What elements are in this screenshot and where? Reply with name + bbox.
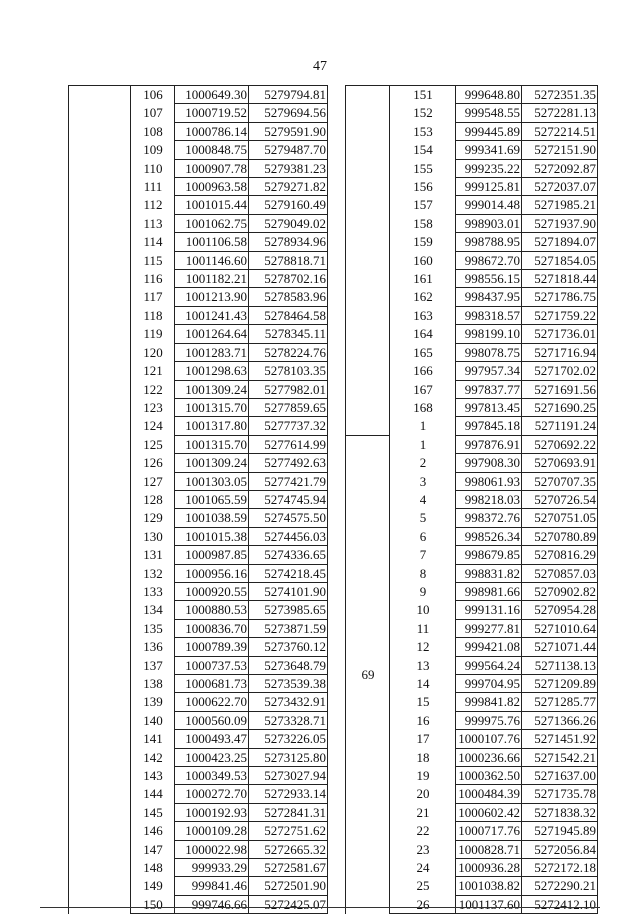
- y-coordinate: 5271945.89: [522, 822, 598, 840]
- x-coordinate: 1000622.70: [175, 693, 249, 711]
- x-coordinate: 1001264.64: [175, 325, 249, 343]
- y-coordinate: 5274101.90: [249, 582, 328, 600]
- y-coordinate: 5279381.23: [249, 159, 328, 177]
- x-coordinate: 998078.75: [456, 343, 522, 361]
- y-coordinate: 5270707.35: [522, 472, 598, 490]
- y-coordinate: 5273125.80: [249, 748, 328, 766]
- y-coordinate: 5273226.05: [249, 730, 328, 748]
- x-coordinate: 1000362.50: [456, 767, 522, 785]
- point-number: 15: [390, 693, 456, 711]
- point-number: 138: [131, 675, 175, 693]
- y-coordinate: 5279271.82: [249, 178, 328, 196]
- x-coordinate: 999841.46: [175, 877, 249, 895]
- y-coordinate: 5271736.01: [522, 325, 598, 343]
- point-number: 14: [390, 675, 456, 693]
- y-coordinate: 5272290.21: [522, 877, 598, 895]
- y-coordinate: 5273985.65: [249, 601, 328, 619]
- point-number: 121: [131, 362, 175, 380]
- x-coordinate: 1001309.24: [175, 380, 249, 398]
- group-cell: [69, 86, 131, 914]
- y-coordinate: 5271838.32: [522, 803, 598, 821]
- y-coordinate: 5270857.03: [522, 564, 598, 582]
- x-coordinate: 1001315.70: [175, 398, 249, 416]
- point-number: 142: [131, 748, 175, 766]
- y-coordinate: 5277859.65: [249, 398, 328, 416]
- point-number: 130: [131, 527, 175, 545]
- y-coordinate: 5271702.02: [522, 362, 598, 380]
- y-coordinate: 5270693.91: [522, 454, 598, 472]
- y-coordinate: 5271985.21: [522, 196, 598, 214]
- point-number: 153: [390, 122, 456, 140]
- x-coordinate: 1000236.66: [456, 748, 522, 766]
- point-number: 166: [390, 362, 456, 380]
- point-number: 156: [390, 178, 456, 196]
- y-coordinate: 5272933.14: [249, 785, 328, 803]
- point-number: 7: [390, 546, 456, 564]
- x-coordinate: 1000560.09: [175, 711, 249, 729]
- point-number: 165: [390, 343, 456, 361]
- x-coordinate: 999933.29: [175, 859, 249, 877]
- x-coordinate: 1000107.76: [456, 730, 522, 748]
- x-coordinate: 1000681.73: [175, 675, 249, 693]
- point-number: 160: [390, 251, 456, 269]
- x-coordinate: 1001283.71: [175, 343, 249, 361]
- point-number: 140: [131, 711, 175, 729]
- x-coordinate: 998788.95: [456, 233, 522, 251]
- point-number: 25: [390, 877, 456, 895]
- y-coordinate: 5272281.13: [522, 104, 598, 122]
- y-coordinate: 5271542.21: [522, 748, 598, 766]
- point-number: 146: [131, 822, 175, 840]
- y-coordinate: 5271786.75: [522, 288, 598, 306]
- x-coordinate: 998199.10: [456, 325, 522, 343]
- x-coordinate: 1000987.85: [175, 546, 249, 564]
- point-number: 124: [131, 417, 175, 435]
- group-cell: 69: [346, 435, 390, 914]
- y-coordinate: 5270780.89: [522, 527, 598, 545]
- point-number: 115: [131, 251, 175, 269]
- x-coordinate: 1000963.58: [175, 178, 249, 196]
- x-coordinate: 1000717.76: [456, 822, 522, 840]
- point-number: 127: [131, 472, 175, 490]
- y-coordinate: 5270726.54: [522, 490, 598, 508]
- point-number: 3: [390, 472, 456, 490]
- y-coordinate: 5273871.59: [249, 619, 328, 637]
- x-coordinate: 997908.30: [456, 454, 522, 472]
- x-coordinate: 999014.48: [456, 196, 522, 214]
- x-coordinate: 999277.81: [456, 619, 522, 637]
- x-coordinate: 999125.81: [456, 178, 522, 196]
- x-coordinate: 1000602.42: [456, 803, 522, 821]
- point-number: 13: [390, 656, 456, 674]
- point-number: 107: [131, 104, 175, 122]
- y-coordinate: 5274336.65: [249, 546, 328, 564]
- y-coordinate: 5278702.16: [249, 270, 328, 288]
- y-coordinate: 5271366.26: [522, 711, 598, 729]
- coordinates-table-right: [345, 85, 598, 914]
- group-cell: [346, 86, 390, 436]
- x-coordinate: 1000493.47: [175, 730, 249, 748]
- x-coordinate: 997957.34: [456, 362, 522, 380]
- y-coordinate: 5278103.35: [249, 362, 328, 380]
- x-coordinate: 1000920.55: [175, 582, 249, 600]
- point-number: 20: [390, 785, 456, 803]
- x-coordinate: 997845.18: [456, 417, 522, 435]
- x-coordinate: 1001315.70: [175, 435, 249, 453]
- x-coordinate: 999746.66: [175, 895, 249, 913]
- point-number: 17: [390, 730, 456, 748]
- point-number: 119: [131, 325, 175, 343]
- y-coordinate: 5272425.07: [249, 895, 328, 913]
- point-number: 5: [390, 509, 456, 527]
- page-bottom-rule: [40, 907, 600, 908]
- y-coordinate: 5272351.35: [522, 86, 598, 104]
- x-coordinate: 1000907.78: [175, 159, 249, 177]
- point-number: 12: [390, 638, 456, 656]
- x-coordinate: 1000880.53: [175, 601, 249, 619]
- x-coordinate: 1001182.21: [175, 270, 249, 288]
- point-number: 11: [390, 619, 456, 637]
- x-coordinate: 1000109.28: [175, 822, 249, 840]
- x-coordinate: 1000848.75: [175, 141, 249, 159]
- point-number: 108: [131, 122, 175, 140]
- x-coordinate: 999975.76: [456, 711, 522, 729]
- y-coordinate: 5271937.90: [522, 214, 598, 232]
- point-number: 109: [131, 141, 175, 159]
- x-coordinate: 999841.82: [456, 693, 522, 711]
- point-number: 8: [390, 564, 456, 582]
- point-number: 2: [390, 454, 456, 472]
- y-coordinate: 5278818.71: [249, 251, 328, 269]
- x-coordinate: 998061.93: [456, 472, 522, 490]
- y-coordinate: 5271759.22: [522, 306, 598, 324]
- point-number: 152: [390, 104, 456, 122]
- y-coordinate: 5273432.91: [249, 693, 328, 711]
- point-number: 110: [131, 159, 175, 177]
- y-coordinate: 5272501.90: [249, 877, 328, 895]
- point-number: 148: [131, 859, 175, 877]
- y-coordinate: 5273328.71: [249, 711, 328, 729]
- x-coordinate: 997837.77: [456, 380, 522, 398]
- y-coordinate: 5279591.90: [249, 122, 328, 140]
- y-coordinate: 5272151.90: [522, 141, 598, 159]
- x-coordinate: 1000936.28: [456, 859, 522, 877]
- point-number: 123: [131, 398, 175, 416]
- point-number: 128: [131, 490, 175, 508]
- x-coordinate: 1000719.52: [175, 104, 249, 122]
- y-coordinate: 5270751.05: [522, 509, 598, 527]
- point-number: 163: [390, 306, 456, 324]
- point-number: 135: [131, 619, 175, 637]
- point-number: 132: [131, 564, 175, 582]
- y-coordinate: 5278583.96: [249, 288, 328, 306]
- point-number: 16: [390, 711, 456, 729]
- x-coordinate: 1000649.30: [175, 86, 249, 104]
- point-number: 126: [131, 454, 175, 472]
- x-coordinate: 1000956.16: [175, 564, 249, 582]
- point-number: 113: [131, 214, 175, 232]
- point-number: 114: [131, 233, 175, 251]
- y-coordinate: 5272037.07: [522, 178, 598, 196]
- point-number: 19: [390, 767, 456, 785]
- point-number: 139: [131, 693, 175, 711]
- point-number: 118: [131, 306, 175, 324]
- y-coordinate: 5273648.79: [249, 656, 328, 674]
- coordinates-table-left: [68, 85, 328, 914]
- y-coordinate: 5279160.49: [249, 196, 328, 214]
- x-coordinate: 1000828.71: [456, 840, 522, 858]
- x-coordinate: 998981.66: [456, 582, 522, 600]
- x-coordinate: 1001015.44: [175, 196, 249, 214]
- x-coordinate: 998556.15: [456, 270, 522, 288]
- point-number: 26: [390, 895, 456, 913]
- y-coordinate: 5272172.18: [522, 859, 598, 877]
- point-number: 106: [131, 86, 175, 104]
- point-number: 158: [390, 214, 456, 232]
- y-coordinate: 5272056.84: [522, 840, 598, 858]
- point-number: 10: [390, 601, 456, 619]
- x-coordinate: 998372.76: [456, 509, 522, 527]
- x-coordinate: 1001015.38: [175, 527, 249, 545]
- point-number: 136: [131, 638, 175, 656]
- y-coordinate: 5277737.32: [249, 417, 328, 435]
- x-coordinate: 1001241.43: [175, 306, 249, 324]
- x-coordinate: 1001146.60: [175, 251, 249, 269]
- y-coordinate: 5272214.51: [522, 122, 598, 140]
- y-coordinate: 5273760.12: [249, 638, 328, 656]
- point-number: 129: [131, 509, 175, 527]
- point-number: 134: [131, 601, 175, 619]
- x-coordinate: 1000836.70: [175, 619, 249, 637]
- x-coordinate: 999235.22: [456, 159, 522, 177]
- x-coordinate: 1001309.24: [175, 454, 249, 472]
- point-number: 122: [131, 380, 175, 398]
- y-coordinate: 5270692.22: [522, 435, 598, 453]
- x-coordinate: 1000786.14: [175, 122, 249, 140]
- x-coordinate: 998679.85: [456, 546, 522, 564]
- point-number: 150: [131, 895, 175, 913]
- y-coordinate: 5277492.63: [249, 454, 328, 472]
- x-coordinate: 1000272.70: [175, 785, 249, 803]
- x-coordinate: 1001062.75: [175, 214, 249, 232]
- y-coordinate: 5279487.70: [249, 141, 328, 159]
- y-coordinate: 5272412.10: [522, 895, 598, 913]
- x-coordinate: 998831.82: [456, 564, 522, 582]
- point-number: 22: [390, 822, 456, 840]
- table-row: [346, 86, 598, 104]
- x-coordinate: 999548.55: [456, 104, 522, 122]
- y-coordinate: 5278345.11: [249, 325, 328, 343]
- y-coordinate: 5274575.50: [249, 509, 328, 527]
- x-coordinate: 1000349.53: [175, 767, 249, 785]
- y-coordinate: 5270902.82: [522, 582, 598, 600]
- point-number: 4: [390, 490, 456, 508]
- x-coordinate: 1001038.59: [175, 509, 249, 527]
- x-coordinate: 1001317.80: [175, 417, 249, 435]
- x-coordinate: 1001065.59: [175, 490, 249, 508]
- y-coordinate: 5279049.02: [249, 214, 328, 232]
- point-number: 24: [390, 859, 456, 877]
- y-coordinate: 5271138.13: [522, 656, 598, 674]
- y-coordinate: 5278464.58: [249, 306, 328, 324]
- point-number: 1: [390, 417, 456, 435]
- y-coordinate: 5278224.76: [249, 343, 328, 361]
- y-coordinate: 5271854.05: [522, 251, 598, 269]
- point-number: 145: [131, 803, 175, 821]
- y-coordinate: 5277982.01: [249, 380, 328, 398]
- point-number: 23: [390, 840, 456, 858]
- y-coordinate: 5279794.81: [249, 86, 328, 104]
- x-coordinate: 1001106.58: [175, 233, 249, 251]
- table-row: [346, 435, 598, 453]
- y-coordinate: 5277614.99: [249, 435, 328, 453]
- x-coordinate: 1001038.82: [456, 877, 522, 895]
- point-number: 162: [390, 288, 456, 306]
- x-coordinate: 999445.89: [456, 122, 522, 140]
- y-coordinate: 5271716.94: [522, 343, 598, 361]
- point-number: 125: [131, 435, 175, 453]
- point-number: 164: [390, 325, 456, 343]
- point-number: 154: [390, 141, 456, 159]
- y-coordinate: 5272581.67: [249, 859, 328, 877]
- y-coordinate: 5271637.00: [522, 767, 598, 785]
- point-number: 112: [131, 196, 175, 214]
- y-coordinate: 5271451.92: [522, 730, 598, 748]
- point-number: 161: [390, 270, 456, 288]
- y-coordinate: 5273539.38: [249, 675, 328, 693]
- x-coordinate: 998903.01: [456, 214, 522, 232]
- point-number: 168: [390, 398, 456, 416]
- x-coordinate: 998672.70: [456, 251, 522, 269]
- x-coordinate: 997813.45: [456, 398, 522, 416]
- x-coordinate: 998318.57: [456, 306, 522, 324]
- y-coordinate: 5272841.31: [249, 803, 328, 821]
- point-number: 116: [131, 270, 175, 288]
- point-number: 147: [131, 840, 175, 858]
- point-number: 6: [390, 527, 456, 545]
- point-number: 18: [390, 748, 456, 766]
- point-number: 21: [390, 803, 456, 821]
- x-coordinate: 1001137.60: [456, 895, 522, 913]
- x-coordinate: 1001298.63: [175, 362, 249, 380]
- point-number: 144: [131, 785, 175, 803]
- point-number: 1: [390, 435, 456, 453]
- point-number: 137: [131, 656, 175, 674]
- point-number: 9: [390, 582, 456, 600]
- point-number: 155: [390, 159, 456, 177]
- y-coordinate: 5271690.25: [522, 398, 598, 416]
- y-coordinate: 5271209.89: [522, 675, 598, 693]
- x-coordinate: 999648.80: [456, 86, 522, 104]
- x-coordinate: 999704.95: [456, 675, 522, 693]
- point-number: 149: [131, 877, 175, 895]
- y-coordinate: 5271285.77: [522, 693, 598, 711]
- x-coordinate: 1000737.53: [175, 656, 249, 674]
- y-coordinate: 5271010.64: [522, 619, 598, 637]
- x-coordinate: 1000789.39: [175, 638, 249, 656]
- x-coordinate: 998526.34: [456, 527, 522, 545]
- y-coordinate: 5270816.29: [522, 546, 598, 564]
- x-coordinate: 999131.16: [456, 601, 522, 619]
- y-coordinate: 5274218.45: [249, 564, 328, 582]
- x-coordinate: 1001303.05: [175, 472, 249, 490]
- y-coordinate: 5274745.94: [249, 490, 328, 508]
- x-coordinate: 1001213.90: [175, 288, 249, 306]
- point-number: 111: [131, 178, 175, 196]
- y-coordinate: 5272665.32: [249, 840, 328, 858]
- x-coordinate: 999421.08: [456, 638, 522, 656]
- y-coordinate: 5271894.07: [522, 233, 598, 251]
- point-number: 167: [390, 380, 456, 398]
- x-coordinate: 1000192.93: [175, 803, 249, 821]
- x-coordinate: 998437.95: [456, 288, 522, 306]
- y-coordinate: 5277421.79: [249, 472, 328, 490]
- table-row: [69, 86, 328, 104]
- x-coordinate: 997876.91: [456, 435, 522, 453]
- point-number: 120: [131, 343, 175, 361]
- point-number: 141: [131, 730, 175, 748]
- point-number: 151: [390, 86, 456, 104]
- y-coordinate: 5271735.78: [522, 785, 598, 803]
- point-number: 133: [131, 582, 175, 600]
- y-coordinate: 5274456.03: [249, 527, 328, 545]
- point-number: 143: [131, 767, 175, 785]
- point-number: 159: [390, 233, 456, 251]
- point-number: 117: [131, 288, 175, 306]
- y-coordinate: 5271191.24: [522, 417, 598, 435]
- y-coordinate: 5270954.28: [522, 601, 598, 619]
- x-coordinate: 999341.69: [456, 141, 522, 159]
- page-number: 47: [313, 59, 327, 74]
- x-coordinate: 1000484.39: [456, 785, 522, 803]
- y-coordinate: 5271818.44: [522, 270, 598, 288]
- point-number: 157: [390, 196, 456, 214]
- y-coordinate: 5272092.87: [522, 159, 598, 177]
- x-coordinate: 998218.03: [456, 490, 522, 508]
- point-number: 131: [131, 546, 175, 564]
- y-coordinate: 5272751.62: [249, 822, 328, 840]
- y-coordinate: 5271071.44: [522, 638, 598, 656]
- y-coordinate: 5279694.56: [249, 104, 328, 122]
- y-coordinate: 5278934.96: [249, 233, 328, 251]
- x-coordinate: 1000423.25: [175, 748, 249, 766]
- y-coordinate: 5271691.56: [522, 380, 598, 398]
- x-coordinate: 1000022.98: [175, 840, 249, 858]
- x-coordinate: 999564.24: [456, 656, 522, 674]
- y-coordinate: 5273027.94: [249, 767, 328, 785]
